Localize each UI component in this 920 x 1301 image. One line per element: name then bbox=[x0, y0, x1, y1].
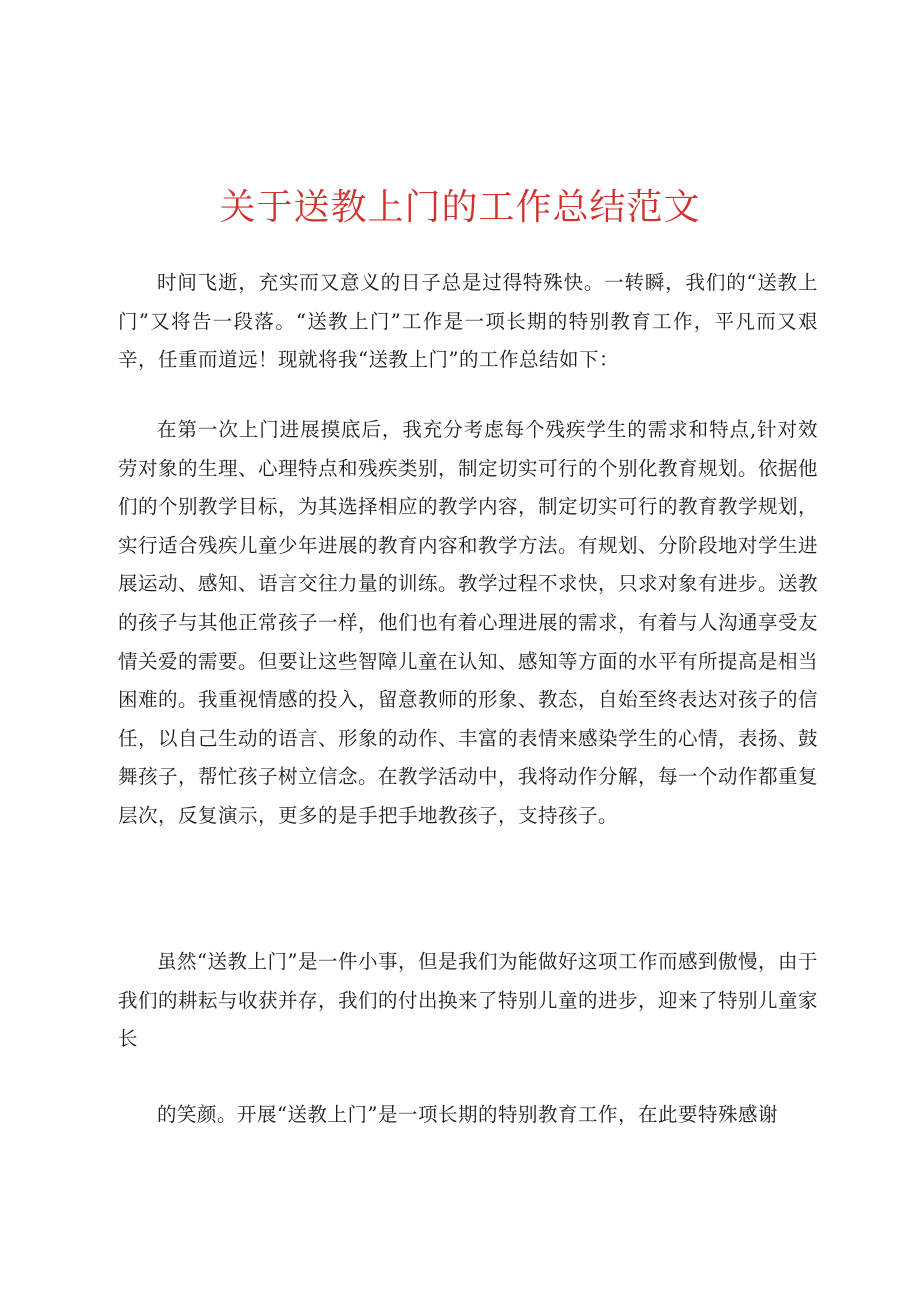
paragraph-reflection: 虽然“送教上门”是一件小事，但是我们为能做好这项工作而感到傲慢，由于我们的耕耘与收获并存，我们的付出换来了特别儿童的进步，迎来了特别儿童家长 bbox=[118, 950, 819, 1051]
paragraph-intro: 时间飞逝，充实而又意义的日子总是过得特殊快。一转瞬，我们的“送教上门”又将告一段落。“送教上门”工作是一项长期的特别教育工作，平凡而又艰辛，任重而道远！现就将我“送教上门”的工作总结如下： bbox=[118, 271, 818, 372]
paragraph-body: 在第一次上门进展摸底后，我充分考虑每个残疾学生的需求和特点,针对效劳对象的生理、心理特点和残疾类别，制定切实可行的个别化教育规划。依据他们的个别教学目标，为其选择相应的教学内容，制定切实可行的教育教学规划，实行适合残疾儿童少年进展的教育内容和教学方法。有规划、分阶段地对学生进展运动、感知、语言交往力量的训练。教学过程不求快，只求对象有进步。送教的孩子与其他正常孩子一样，他们也有着心理进展的需求，有着与人沟通享受友情关爱的需要。但要让这些智障儿童在认知、感知等方面的水平有所提高是相当困难的。我重视情感的投入，留意教师的形象、教态，自始至终表达对孩子的信任，以自己生动的语言、形象的动作、丰富的表情来感染学生的心情，表扬、鼓舞孩子，帮忙孩子树立信念。在教学活动中，我将动作分解，每一个动作都重复层次，反复演示，更多的是手把手地教孩子，支持孩子。 bbox=[118, 418, 819, 827]
paragraph-continuation: 的笑颜。开展“送教上门”是一项长期的特别教育工作，在此要特殊感谢 bbox=[157, 1103, 778, 1126]
document-title: 关于送教上门的工作总结范文 bbox=[219, 187, 701, 228]
